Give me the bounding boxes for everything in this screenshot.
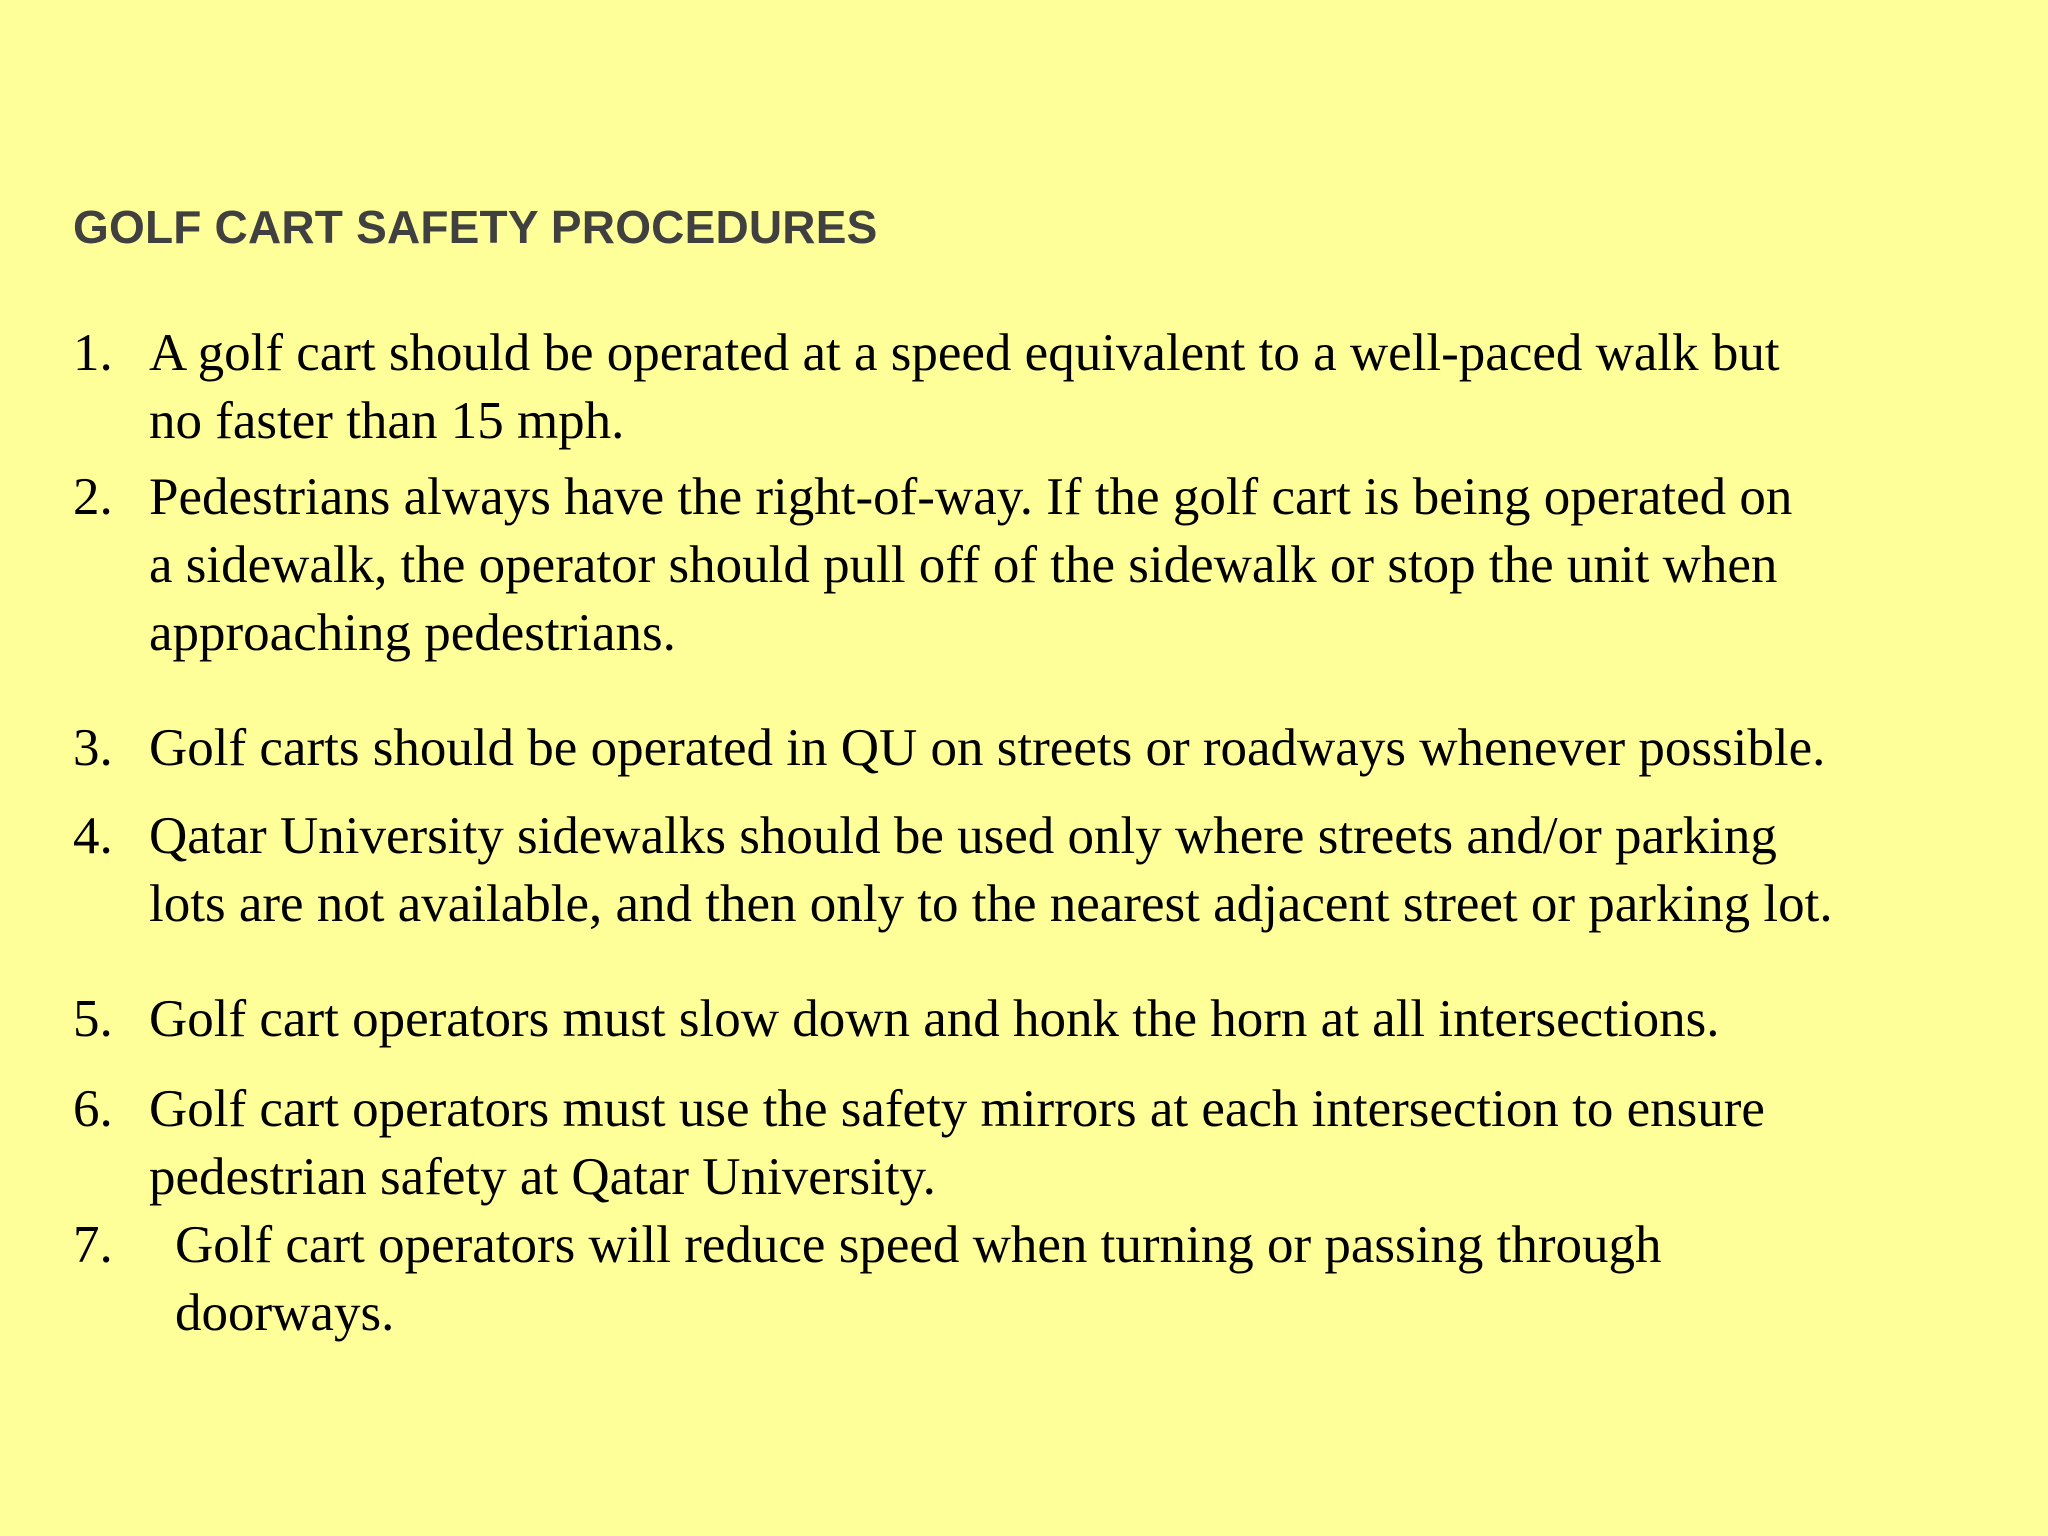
item-number: 5. bbox=[73, 990, 113, 1048]
item-text bbox=[149, 319, 1780, 455]
item-line: no faster than 15 mph. bbox=[149, 392, 625, 450]
item-line: lots are not available, and then only to the nearest adjacent street or parking lot. bbox=[149, 875, 1833, 933]
item-line: Golf carts should be operated in QU on streets or roadways whenever possible. bbox=[149, 719, 1826, 777]
item-number: 7. bbox=[73, 1216, 113, 1274]
item-number: 2. bbox=[73, 468, 113, 526]
item-text bbox=[149, 463, 1792, 667]
item-line: approaching pedestrians. bbox=[149, 604, 676, 662]
item-line: Qatar University sidewalks should be used only where streets and/or parking bbox=[149, 807, 1777, 865]
item-number: 6. bbox=[73, 1080, 113, 1138]
item-text bbox=[149, 985, 1720, 1053]
item-line: doorways. bbox=[175, 1284, 395, 1342]
item-text bbox=[149, 1075, 1765, 1211]
item-line: Pedestrians always have the right-of-way. If the golf cart is being operated on bbox=[149, 468, 1793, 526]
item-text bbox=[149, 714, 1825, 782]
item-line: Golf cart operators must use the safety mirrors at each intersection to ensure bbox=[149, 1080, 1765, 1138]
item-line: pedestrian safety at Qatar University. bbox=[149, 1148, 936, 1206]
item-text bbox=[175, 1211, 1662, 1347]
item-line: a sidewalk, the operator should pull off of the sidewalk or stop the unit when bbox=[149, 536, 1778, 594]
item-number: 4. bbox=[73, 807, 113, 865]
item-number: 3. bbox=[73, 719, 113, 777]
item-text bbox=[149, 802, 1833, 938]
item-line: A golf cart should be operated at a speed equivalent to a well-paced walk but bbox=[149, 324, 1780, 382]
item-line: Golf cart operators must slow down and honk the horn at all intersections. bbox=[149, 990, 1720, 1048]
item-line: Golf cart operators will reduce speed when turning or passing through bbox=[175, 1216, 1662, 1274]
slide-title: GOLF CART SAFETY PROCEDURES bbox=[73, 201, 878, 253]
item-number: 1. bbox=[73, 324, 113, 382]
